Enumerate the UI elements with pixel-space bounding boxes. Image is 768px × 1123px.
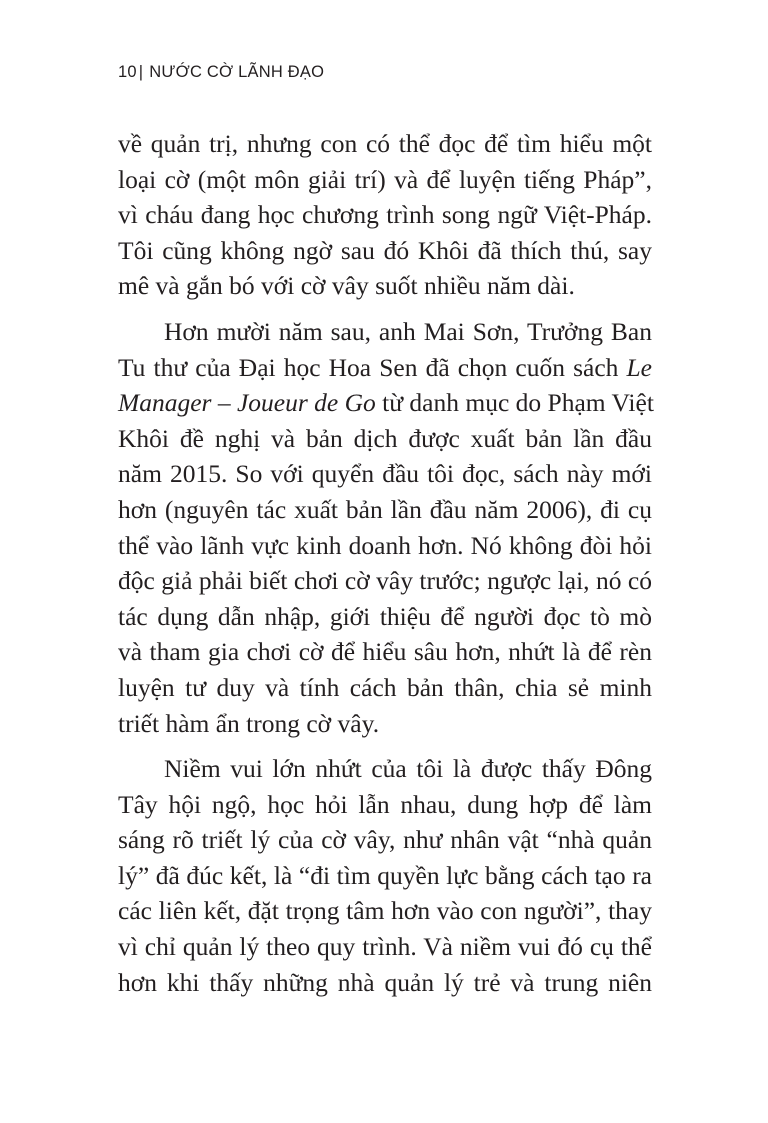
text-line bbox=[118, 197, 652, 233]
paragraph bbox=[118, 126, 652, 304]
text-line bbox=[118, 599, 652, 635]
book-title: NƯỚC CỜ LÃNH ĐẠO bbox=[149, 63, 325, 81]
page-number: 10 bbox=[118, 63, 137, 81]
text-segment: Khôi đề nghị và bản dịch được xuất bản lần đầu bbox=[118, 423, 652, 453]
text-segment: từ danh mục do Phạm Việt bbox=[375, 388, 654, 418]
text-segment: sáng rõ triết lý của cờ vây, như nhân vật “nhà quản bbox=[118, 825, 652, 855]
text-line bbox=[118, 706, 652, 742]
text-line bbox=[118, 268, 652, 304]
text-line bbox=[118, 563, 652, 599]
text-line bbox=[118, 929, 652, 965]
text-line bbox=[118, 634, 652, 670]
text-segment: vì cháu đang học chương trình song ngữ Việt-Pháp. bbox=[118, 200, 652, 230]
body-text bbox=[118, 126, 652, 1010]
text-line bbox=[118, 528, 652, 564]
text-segment: vì chỉ quản lý theo quy trình. Và niềm vui đó cụ thể bbox=[118, 932, 652, 962]
paragraph bbox=[118, 751, 652, 1000]
text-segment: Hơn mười năm sau, anh Mai Sơn, Trưởng Ban bbox=[164, 316, 652, 346]
italic-book-title: Le bbox=[626, 352, 652, 382]
text-segment: Niềm vui lớn nhứt của tôi là được thấy Đông bbox=[164, 754, 652, 784]
text-line bbox=[118, 385, 652, 421]
text-line bbox=[118, 858, 652, 894]
italic-book-title: Manager – Joueur de Go bbox=[118, 388, 376, 418]
header-separator: | bbox=[138, 63, 144, 81]
text-line bbox=[118, 787, 652, 823]
text-segment: hơn (nguyên tác xuất bản lần đầu năm 2006), đi cụ bbox=[118, 494, 652, 524]
text-segment: Tu thư của Đại học Hoa Sen đã chọn cuốn sách bbox=[118, 352, 627, 382]
text-line bbox=[118, 492, 652, 528]
text-segment: triết hàm ẩn trong cờ vây. bbox=[118, 708, 380, 738]
text-segment: các liên kết, đặt trọng tâm hơn vào con người”, thay bbox=[118, 896, 652, 926]
text-line bbox=[118, 350, 652, 386]
text-segment: hơn khi thấy những nhà quản lý trẻ và trung niên bbox=[118, 967, 652, 997]
text-line bbox=[118, 314, 652, 350]
text-segment: mê và gắn bó với cờ vây suốt nhiều năm dài. bbox=[118, 271, 575, 301]
text-segment: về quản trị, nhưng con có thể đọc để tìm hiểu một bbox=[118, 129, 652, 158]
text-line bbox=[118, 233, 652, 269]
text-segment: lý” đã đúc kết, là “đi tìm quyền lực bằng cách tạo ra bbox=[118, 860, 652, 890]
text-segment: năm 2015. So với quyển đầu tôi đọc, sách này mới bbox=[118, 459, 652, 489]
text-segment: Tôi cũng không ngờ sau đó Khôi đã thích thú, say bbox=[118, 235, 652, 265]
text-line bbox=[118, 162, 652, 198]
text-line bbox=[118, 126, 652, 162]
text-line bbox=[118, 670, 652, 706]
text-segment: thể vào lãnh vực kinh doanh hơn. Nó không đòi hỏi bbox=[118, 530, 652, 560]
text-line bbox=[118, 893, 652, 929]
text-segment: loại cờ (một môn giải trí) và để luyện tiếng Pháp”, bbox=[118, 164, 652, 194]
text-line bbox=[118, 965, 652, 1001]
text-line bbox=[118, 421, 652, 457]
text-line bbox=[118, 751, 652, 787]
text-line bbox=[118, 456, 652, 492]
text-segment: và tham gia chơi cờ để hiểu sâu hơn, nhứt là để rèn bbox=[118, 637, 652, 667]
paragraph bbox=[118, 314, 652, 741]
text-segment: Tây hội ngộ, học hỏi lẫn nhau, dung hợp để làm bbox=[118, 789, 652, 819]
text-segment: tác dụng dẫn nhập, giới thiệu để người đọc tò mò bbox=[118, 601, 652, 631]
running-header bbox=[118, 63, 324, 82]
text-line bbox=[118, 822, 652, 858]
text-segment: độc giả phải biết chơi cờ vây trước; ngược lại, nó có bbox=[118, 566, 652, 596]
text-segment: luyện tư duy và tính cách bản thân, chia sẻ minh bbox=[118, 672, 652, 702]
